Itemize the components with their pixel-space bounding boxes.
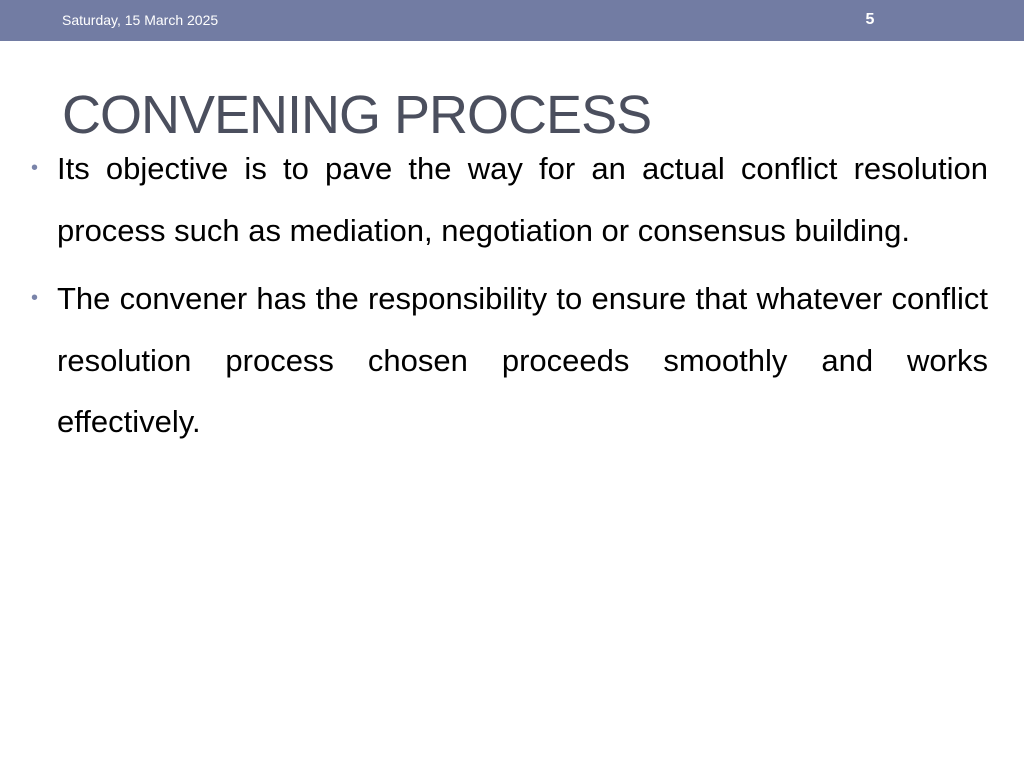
bullet-text: Its objective is to pave the way for an actual conflict resolution process such as mediation, negotiation or consensus building. xyxy=(57,151,988,248)
slide-title: CONVENING PROCESS xyxy=(62,85,652,145)
header-bar xyxy=(0,0,1024,41)
bullet-item xyxy=(0,138,1024,261)
bullet-dot-icon: • xyxy=(31,157,39,179)
bullet-list xyxy=(0,138,1024,460)
slide-page-number: 5 xyxy=(865,11,875,28)
bullet-text: The convener has the responsibility to ensure that whatever conflict resolution process chosen proceeds smoothly and works effectively. xyxy=(57,281,988,439)
bullet-item xyxy=(0,268,1024,453)
slide-date: Saturday, 15 March 2025 xyxy=(62,12,219,28)
bullet-dot-icon: • xyxy=(31,287,39,309)
